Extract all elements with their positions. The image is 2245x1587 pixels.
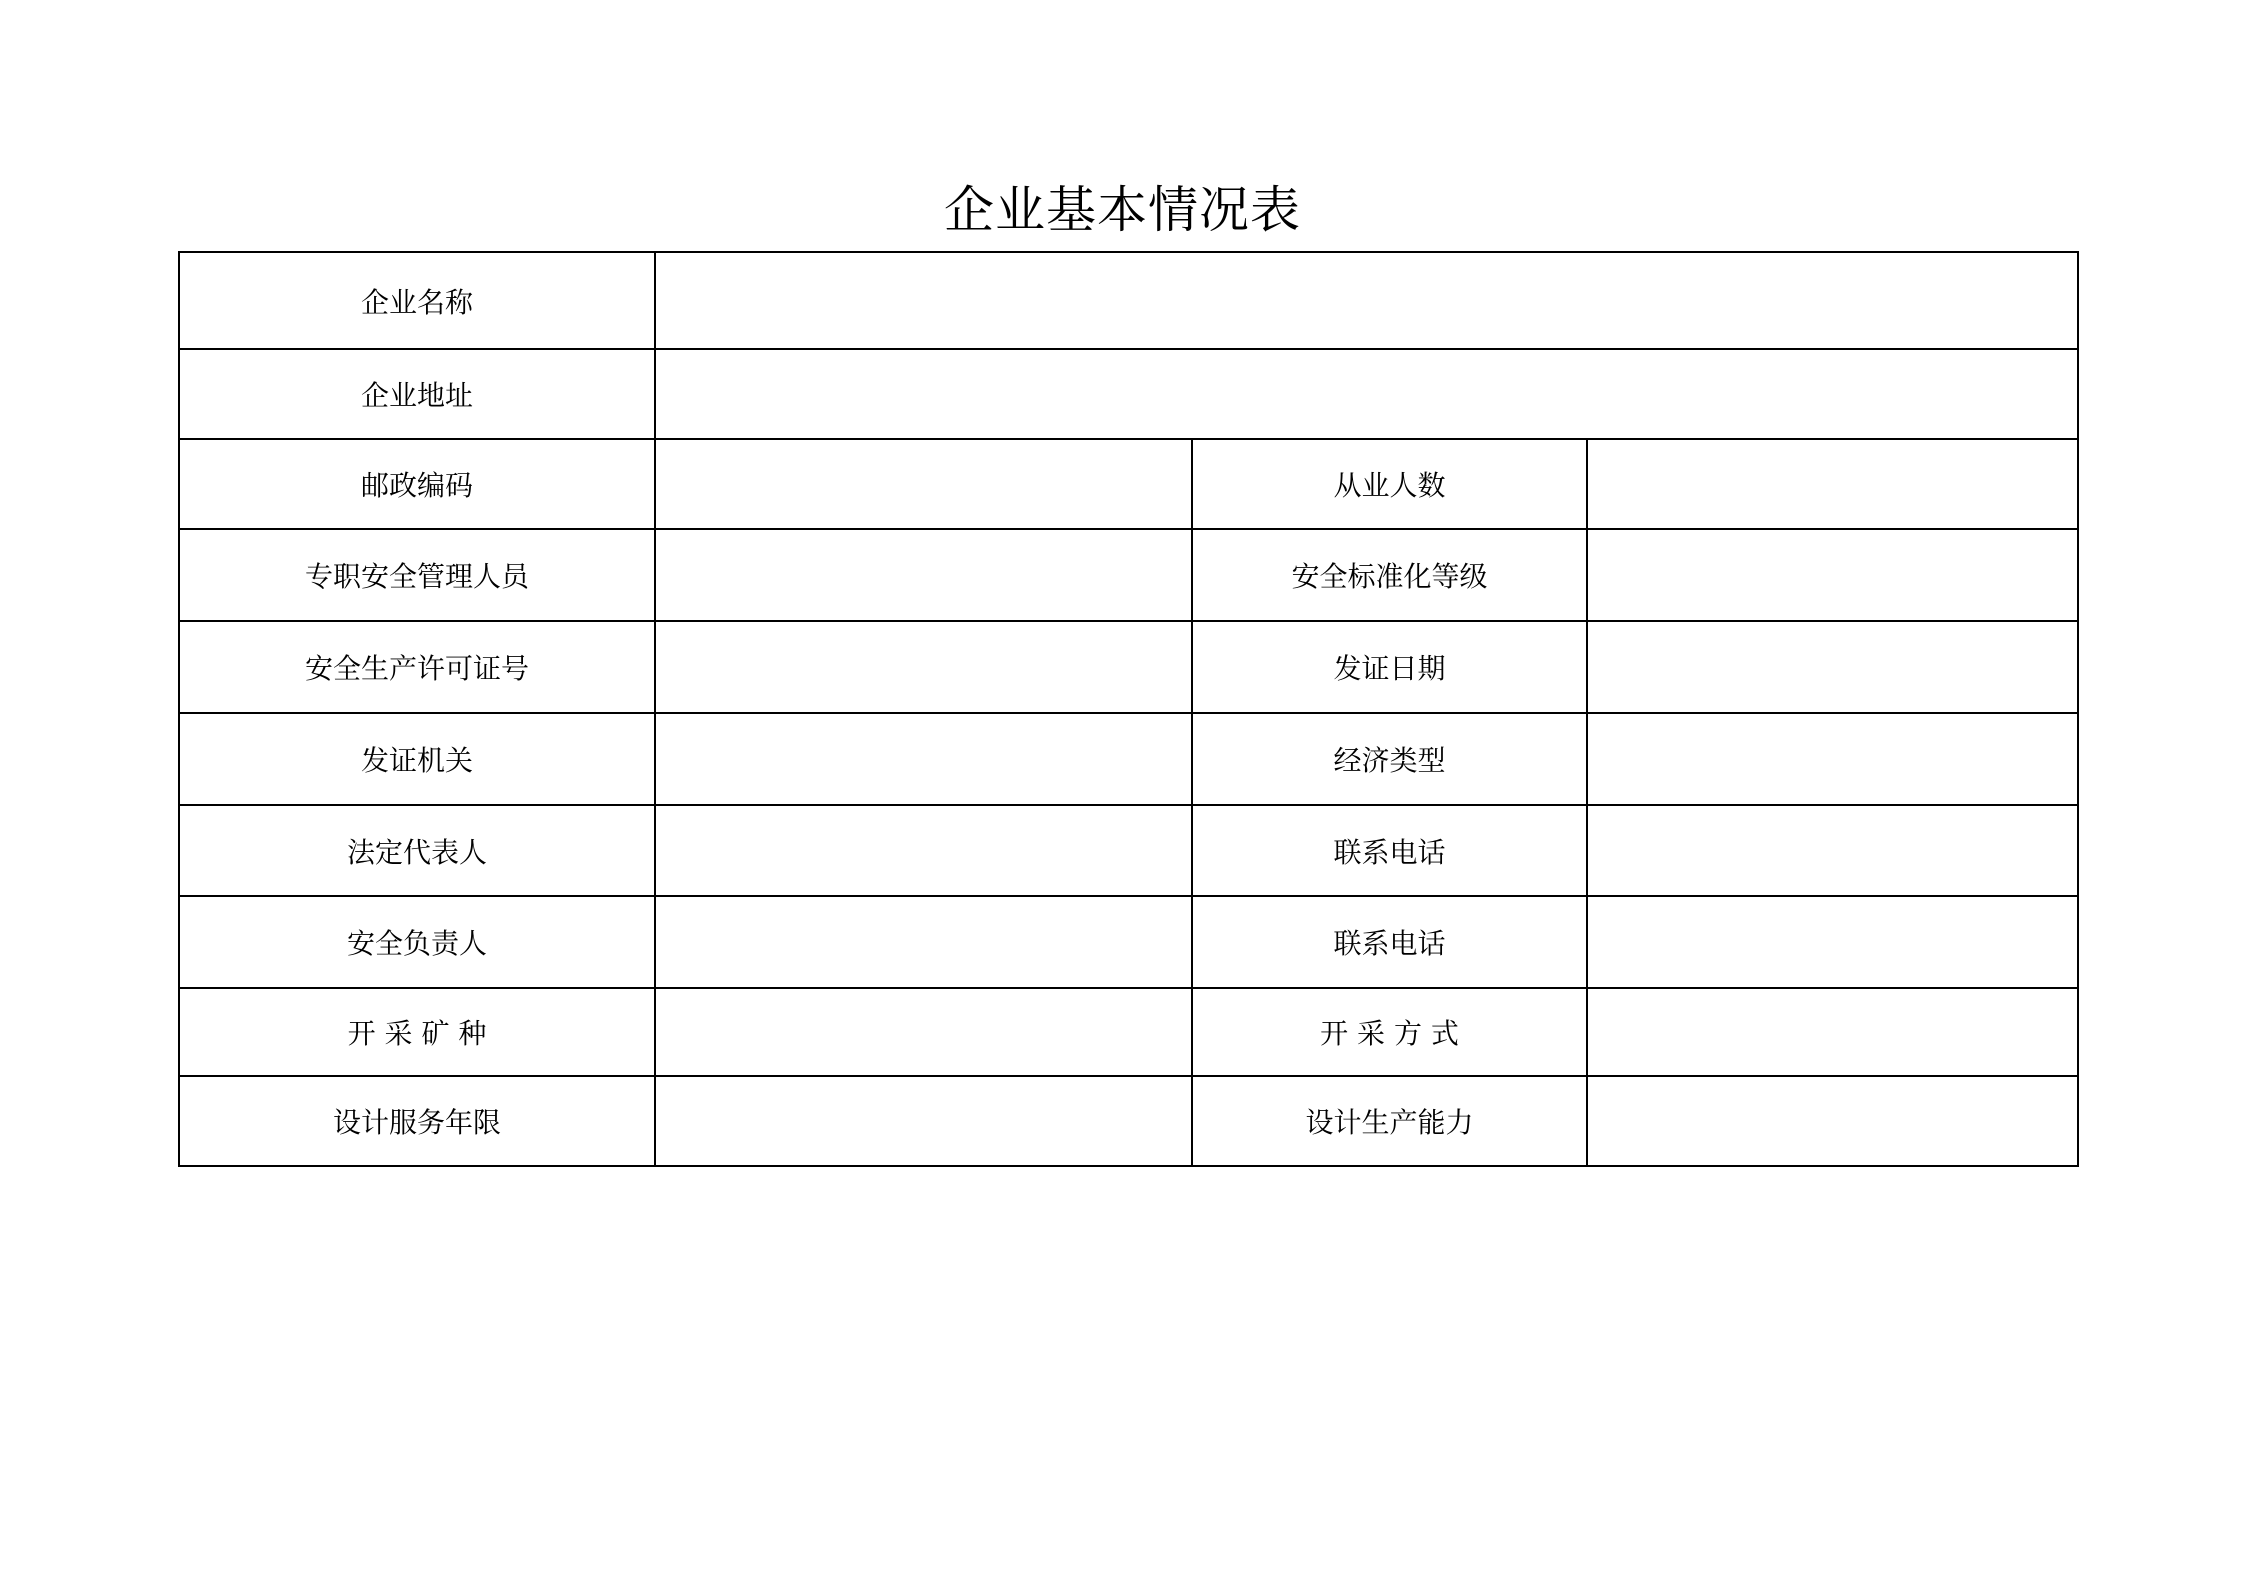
label-cell: 法定代表人 [179,805,655,896]
table-row [179,1076,2078,1166]
label-cell: 联系电话 [1192,805,1587,896]
label-cell: 开 采 方 式 [1192,988,1587,1076]
table-row [179,896,2078,988]
design-capacity-field[interactable] [1587,1076,2078,1166]
label-cell: 从业人数 [1192,439,1587,529]
safety-standard-level-field[interactable] [1587,529,2078,621]
safety-manager-phone-field[interactable] [1587,896,2078,988]
label-cell: 邮政编码 [179,439,655,529]
table-row [179,529,2078,621]
design-service-life-field[interactable] [655,1076,1192,1166]
employee-count-field[interactable] [1587,439,2078,529]
issue-date-field[interactable] [1587,621,2078,713]
label-cell: 企业地址 [179,349,655,439]
table-row [179,713,2078,805]
label-cell: 设计生产能力 [1192,1076,1587,1166]
enterprise-info-table [178,251,2079,1167]
page-title: 企业基本情况表 [944,181,1301,239]
label-cell: 安全标准化等级 [1192,529,1587,621]
label-cell: 专职安全管理人员 [179,529,655,621]
label-cell: 开 采 矿 种 [179,988,655,1076]
legal-representative-field[interactable] [655,805,1192,896]
enterprise-address-field[interactable] [655,349,2078,439]
issuing-authority-field[interactable] [655,713,1192,805]
legal-rep-phone-field[interactable] [1587,805,2078,896]
table-row [179,621,2078,713]
safety-staff-field[interactable] [655,529,1192,621]
safety-manager-field[interactable] [655,896,1192,988]
label-cell: 安全负责人 [179,896,655,988]
table-row [179,439,2078,529]
postal-code-field[interactable] [655,439,1192,529]
label-cell: 安全生产许可证号 [179,621,655,713]
table-row [179,349,2078,439]
label-cell: 发证日期 [1192,621,1587,713]
label-cell: 经济类型 [1192,713,1587,805]
table-row [179,252,2078,349]
mineral-type-field[interactable] [655,988,1192,1076]
license-number-field[interactable] [655,621,1192,713]
mining-method-field[interactable] [1587,988,2078,1076]
table-row [179,805,2078,896]
economic-type-field[interactable] [1587,713,2078,805]
enterprise-name-field[interactable] [655,252,2078,349]
label-cell: 设计服务年限 [179,1076,655,1166]
label-cell: 联系电话 [1192,896,1587,988]
label-cell: 发证机关 [179,713,655,805]
table-row [179,988,2078,1076]
label-cell: 企业名称 [179,252,655,349]
